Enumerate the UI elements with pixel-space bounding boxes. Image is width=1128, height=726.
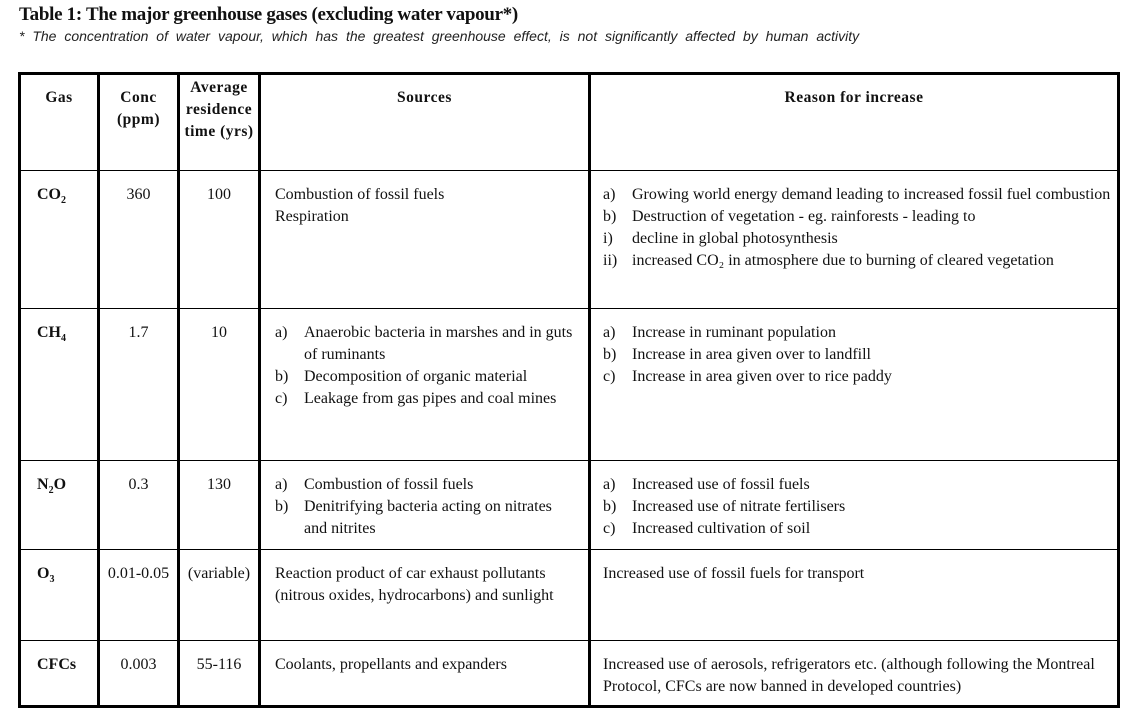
reason-cell: [590, 309, 1119, 461]
list-item: a) Increase in ruminant population: [603, 324, 836, 341]
header-sources: Sources: [260, 74, 590, 171]
list-item: Increased use of aerosols, refrigerators etc. (although following the Montreal Protocol, CFCs are now banned in developed countries): [603, 656, 1095, 695]
gas-cell: $CH_4$: [20, 309, 99, 461]
sources-cell: [260, 309, 590, 461]
reason-cell: [590, 461, 1119, 550]
list-item: c) Increased cultivation of soil: [603, 520, 811, 537]
list-item: ii) increased CO₂ in atmosphere due to burning of cleared vegetation: [603, 252, 1054, 269]
gas-cell: CFCs: [20, 641, 99, 707]
list-item: a) Anaerobic bacteria in marshes and in guts of ruminants: [275, 324, 573, 363]
conc-cell: 0.003: [99, 641, 179, 707]
list-item: c) Increase in area given over to rice paddy: [603, 368, 892, 385]
reason-cell: [590, 641, 1119, 707]
list-item: b) Decomposition of organic material: [275, 368, 528, 385]
table-footnote: * The concentration of water vapour, which has the greatest greenhouse effect, is not significantly affected by human activity: [19, 28, 860, 44]
table-row: [20, 641, 1119, 707]
residence-time-cell: 130: [179, 461, 260, 550]
list-item: a) Combustion of fossil fuels: [275, 476, 474, 493]
sources-cell: [260, 171, 590, 309]
conc-cell: 0.01-0.05: [99, 550, 179, 641]
conc-cell: 1.7: [99, 309, 179, 461]
residence-time-cell: 100: [179, 171, 260, 309]
conc-cell: 0.3: [99, 461, 179, 550]
residence-time-cell: (variable): [179, 550, 260, 641]
table-title: Table 1: The major greenhouse gases (excluding water vapour*): [19, 4, 518, 25]
list-item: b) Denitrifying bacteria acting on nitrates and nitrites: [275, 498, 552, 537]
conc-cell: 360: [99, 171, 179, 309]
gas-cell: $CO_2$: [20, 171, 99, 309]
sources-cell: [260, 641, 590, 707]
table-row: [20, 461, 1119, 550]
list-item: b) Destruction of vegetation - eg. rainforests - leading to: [603, 208, 976, 225]
table-row: [20, 550, 1119, 641]
list-item: c) Leakage from gas pipes and coal mines: [275, 390, 557, 407]
gas-cell: $O_3$: [20, 550, 99, 641]
list-item: a) Increased use of fossil fuels: [603, 476, 810, 493]
list-item: Coolants, propellants and expanders: [275, 656, 507, 673]
list-item: Combustion of fossil fuels: [275, 186, 445, 203]
header-gas: Gas: [20, 74, 99, 171]
header-conc: Conc (ppm): [99, 74, 179, 171]
header-residence-time: Average residence time (yrs): [179, 74, 260, 171]
residence-time-cell: 55-116: [179, 641, 260, 707]
list-item: b) Increase in area given over to landfill: [603, 346, 871, 363]
list-item: Increased use of fossil fuels for transport: [603, 565, 865, 582]
gas-cell: $N_2O$: [20, 461, 99, 550]
table-row: [20, 309, 1119, 461]
sources-cell: [260, 550, 590, 641]
table-row: [20, 171, 1119, 309]
list-item: Reaction product of car exhaust pollutants (nitrous oxides, hydrocarbons) and sunlight: [275, 565, 554, 604]
greenhouse-gases-table: [18, 72, 1120, 708]
sources-cell: [260, 461, 590, 550]
header-reason: Reason for increase: [590, 74, 1119, 171]
list-item: Respiration: [275, 208, 349, 225]
reason-cell: [590, 171, 1119, 309]
list-item: b) Increased use of nitrate fertilisers: [603, 498, 846, 515]
list-item: i) decline in global photosynthesis: [603, 230, 838, 247]
reason-cell: [590, 550, 1119, 641]
residence-time-cell: 10: [179, 309, 260, 461]
list-item: a) Growing world energy demand leading to increased fossil fuel combustion: [603, 186, 1111, 203]
header-row: [20, 74, 1119, 171]
